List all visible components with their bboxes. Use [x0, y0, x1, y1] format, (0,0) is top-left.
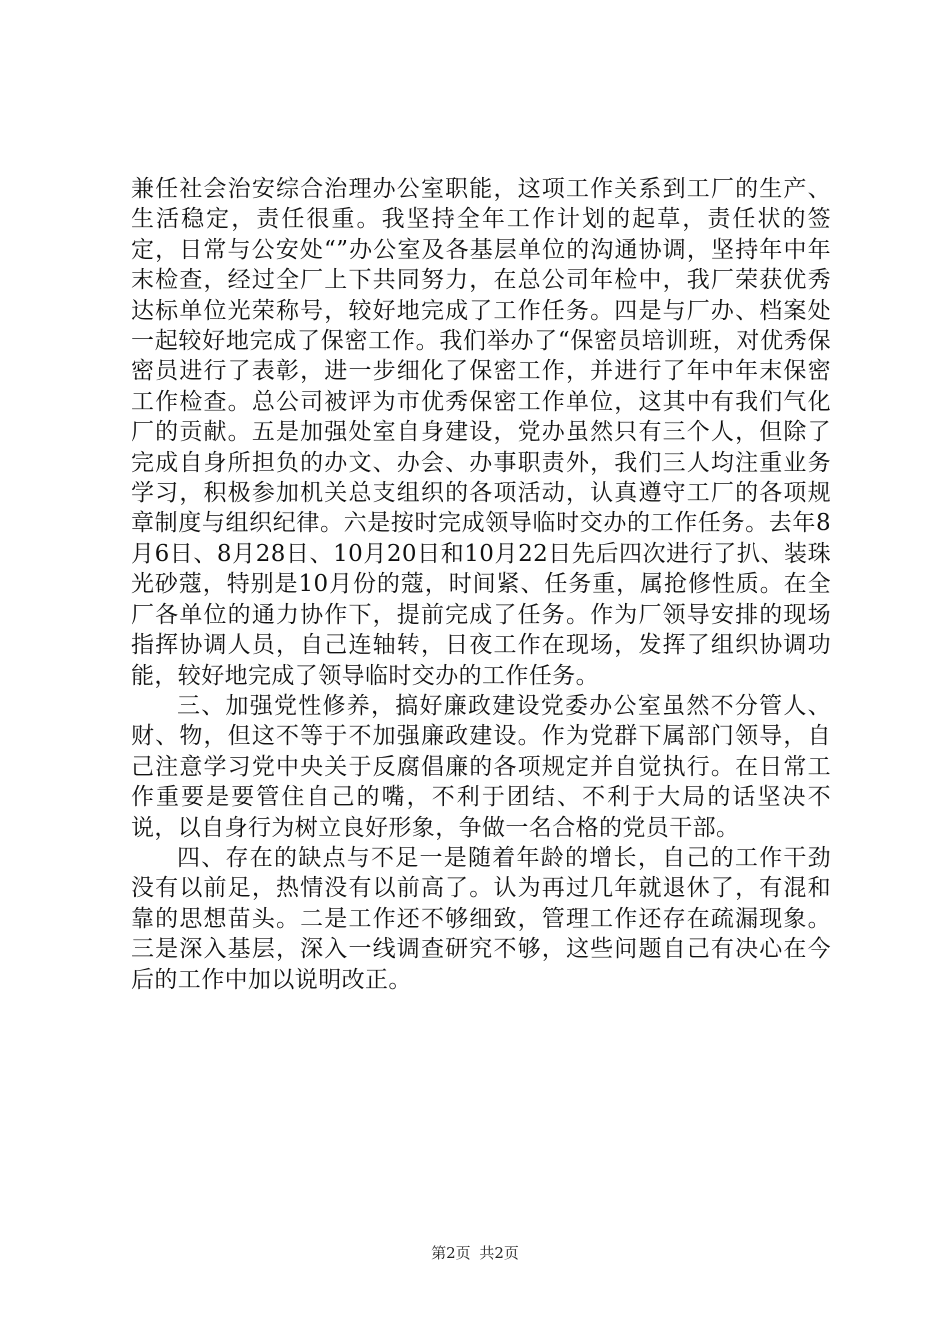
document-body — [131, 174, 831, 995]
page-number-current: 第2页 — [431, 1244, 471, 1262]
paragraph-2: 三、加强党性修养，搞好廉政建设党委办公室虽然不分管人、财、物，但这不等于不加强廉政建设。作为党群下属部门领导，自己注意学习党中央关于反腐倡廉的各项规定并自觉执行。在日常工作重要是要管住自己的嘴，不利于团结、不利于大局的话坚决不说，以自身行为树立良好形象，争做一名合格的党员干部。 — [131, 692, 831, 841]
paragraph-1: 兼任社会治安综合治理办公室职能，这项工作关系到工厂的生产、生活稳定，责任很重。我坚持全年工作计划的起草，责任状的签定，日常与公安处“”办公室及各基层单位的沟通协调，坚持年中年末检查，经过全厂上下共同努力，在总公司年检中，我厂荣获优秀达标单位光荣称号，较好地完成了工作任务。四是与厂办、档案处一起较好地完成了保密工作。我们举办了“保密员培训班，对优秀保密员进行了表彰，进一步细化了保密工作，并进行了年中年末保密工作检查。总公司被评为市优秀保密工作单位，这其中有我们气化厂的贡献。五是加强处室自身建设，党办虽然只有三个人，但除了完成自身所担负的办文、办会、办事职责外，我们三人均注重业务学习，积极参加机关总支组织的各项活动，认真遵守工厂的各项规章制度与组织纪律。六是按时完成领导临时交办的工作任务。去年8月6日、8月28日、10月20日和10月22日先后四次进行了扒、装珠光砂蔻，特别是10月份的蔻，时间紧、任务重，属抢修性质。在全厂各单位的通力协作下，提前完成了任务。作为厂领导安排的现场指挥协调人员，自己连轴转，日夜工作在现场，发挥了组织协调功能，较好地完成了领导临时交办的工作任务。 — [131, 176, 831, 689]
paragraph-3: 四、存在的缺点与不足一是随着年龄的增长，自己的工作干劲没有以前足，热情没有以前高了。认为再过几年就退休了，有混和靠的思想苗头。二是工作还不够细致，管理工作还存在疏漏现象。三是深入基层，深入一线调查研究不够，这些问题自己有决心在今后的工作中加以说明改正。 — [131, 844, 831, 993]
page-number-total: 共2页 — [479, 1244, 519, 1262]
page-footer — [0, 1242, 950, 1263]
